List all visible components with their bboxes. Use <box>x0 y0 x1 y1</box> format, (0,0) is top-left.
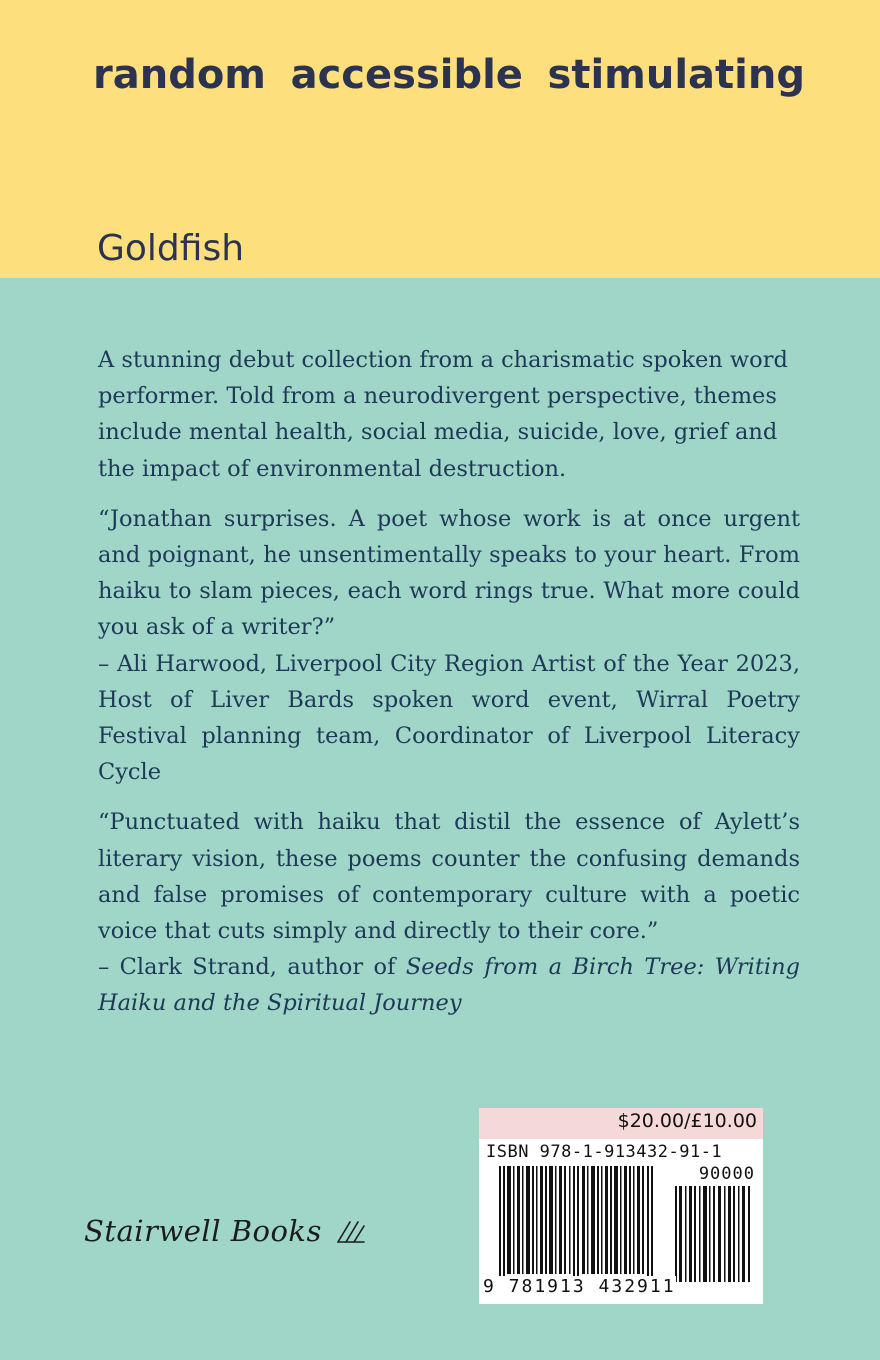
price-label: $20.00/£10.00 <box>617 1110 757 1132</box>
publisher-logo <box>84 1214 366 1248</box>
barcode-panel <box>479 1108 763 1304</box>
quote-text: “Punctuated with haiku that distil the essence of Aylett’s literary vision, these poems counter the confusing demands and false promises of contemporary culture with a poetic voice that cuts simply and directly to their core.” <box>98 809 800 945</box>
addon-barcode-bars <box>675 1186 755 1284</box>
isbn-label: ISBN 978-1-913432-91-1 <box>486 1142 723 1162</box>
tagline-word: stimulating <box>547 52 805 98</box>
review-quote-2 <box>98 804 800 1021</box>
stairs-icon <box>336 1218 366 1244</box>
tagline-word: random <box>93 52 266 98</box>
ean-digits: 9 781913 432911 <box>483 1276 676 1297</box>
attribution-prefix: – Clark Strand, author of <box>98 954 406 981</box>
description: A stunning debut collection from a charismatic spoken word performer. Told from a neurodivergent perspective, themes include mental health, social media, suicide, love, grief and the impact of environmental destruction. <box>98 347 788 482</box>
book-title: Goldfish <box>97 228 245 269</box>
quote-attribution <box>98 949 800 1021</box>
barcode-bars <box>479 1166 679 1284</box>
tagline <box>93 52 805 98</box>
tagline-word: accessible <box>290 52 523 98</box>
back-cover-blurb <box>98 342 800 1036</box>
quote-attribution: – Ali Harwood, Liverpool City Region Artist of the Year 2023, Host of Liver Bards spoken word event, Wirral Poetry Festival planning team, Coordinator of Liverpool Literacy Cycle <box>98 650 800 786</box>
quote-text: “Jonathan surprises. A poet whose work is at once urgent and poignant, he unsentimentally speaks to your heart. From haiku to slam pieces, each word rings true. What more could you ask of a writer?” <box>98 505 800 641</box>
price-bar <box>479 1108 763 1139</box>
review-quote-1 <box>98 501 800 791</box>
addon-number: 90000 <box>698 1164 755 1184</box>
publisher-name: Stairwell Books <box>84 1214 322 1248</box>
book-reference: Seeds from a Birch Tree: Writing Haiku and the Spiritual Journey <box>98 954 800 1017</box>
